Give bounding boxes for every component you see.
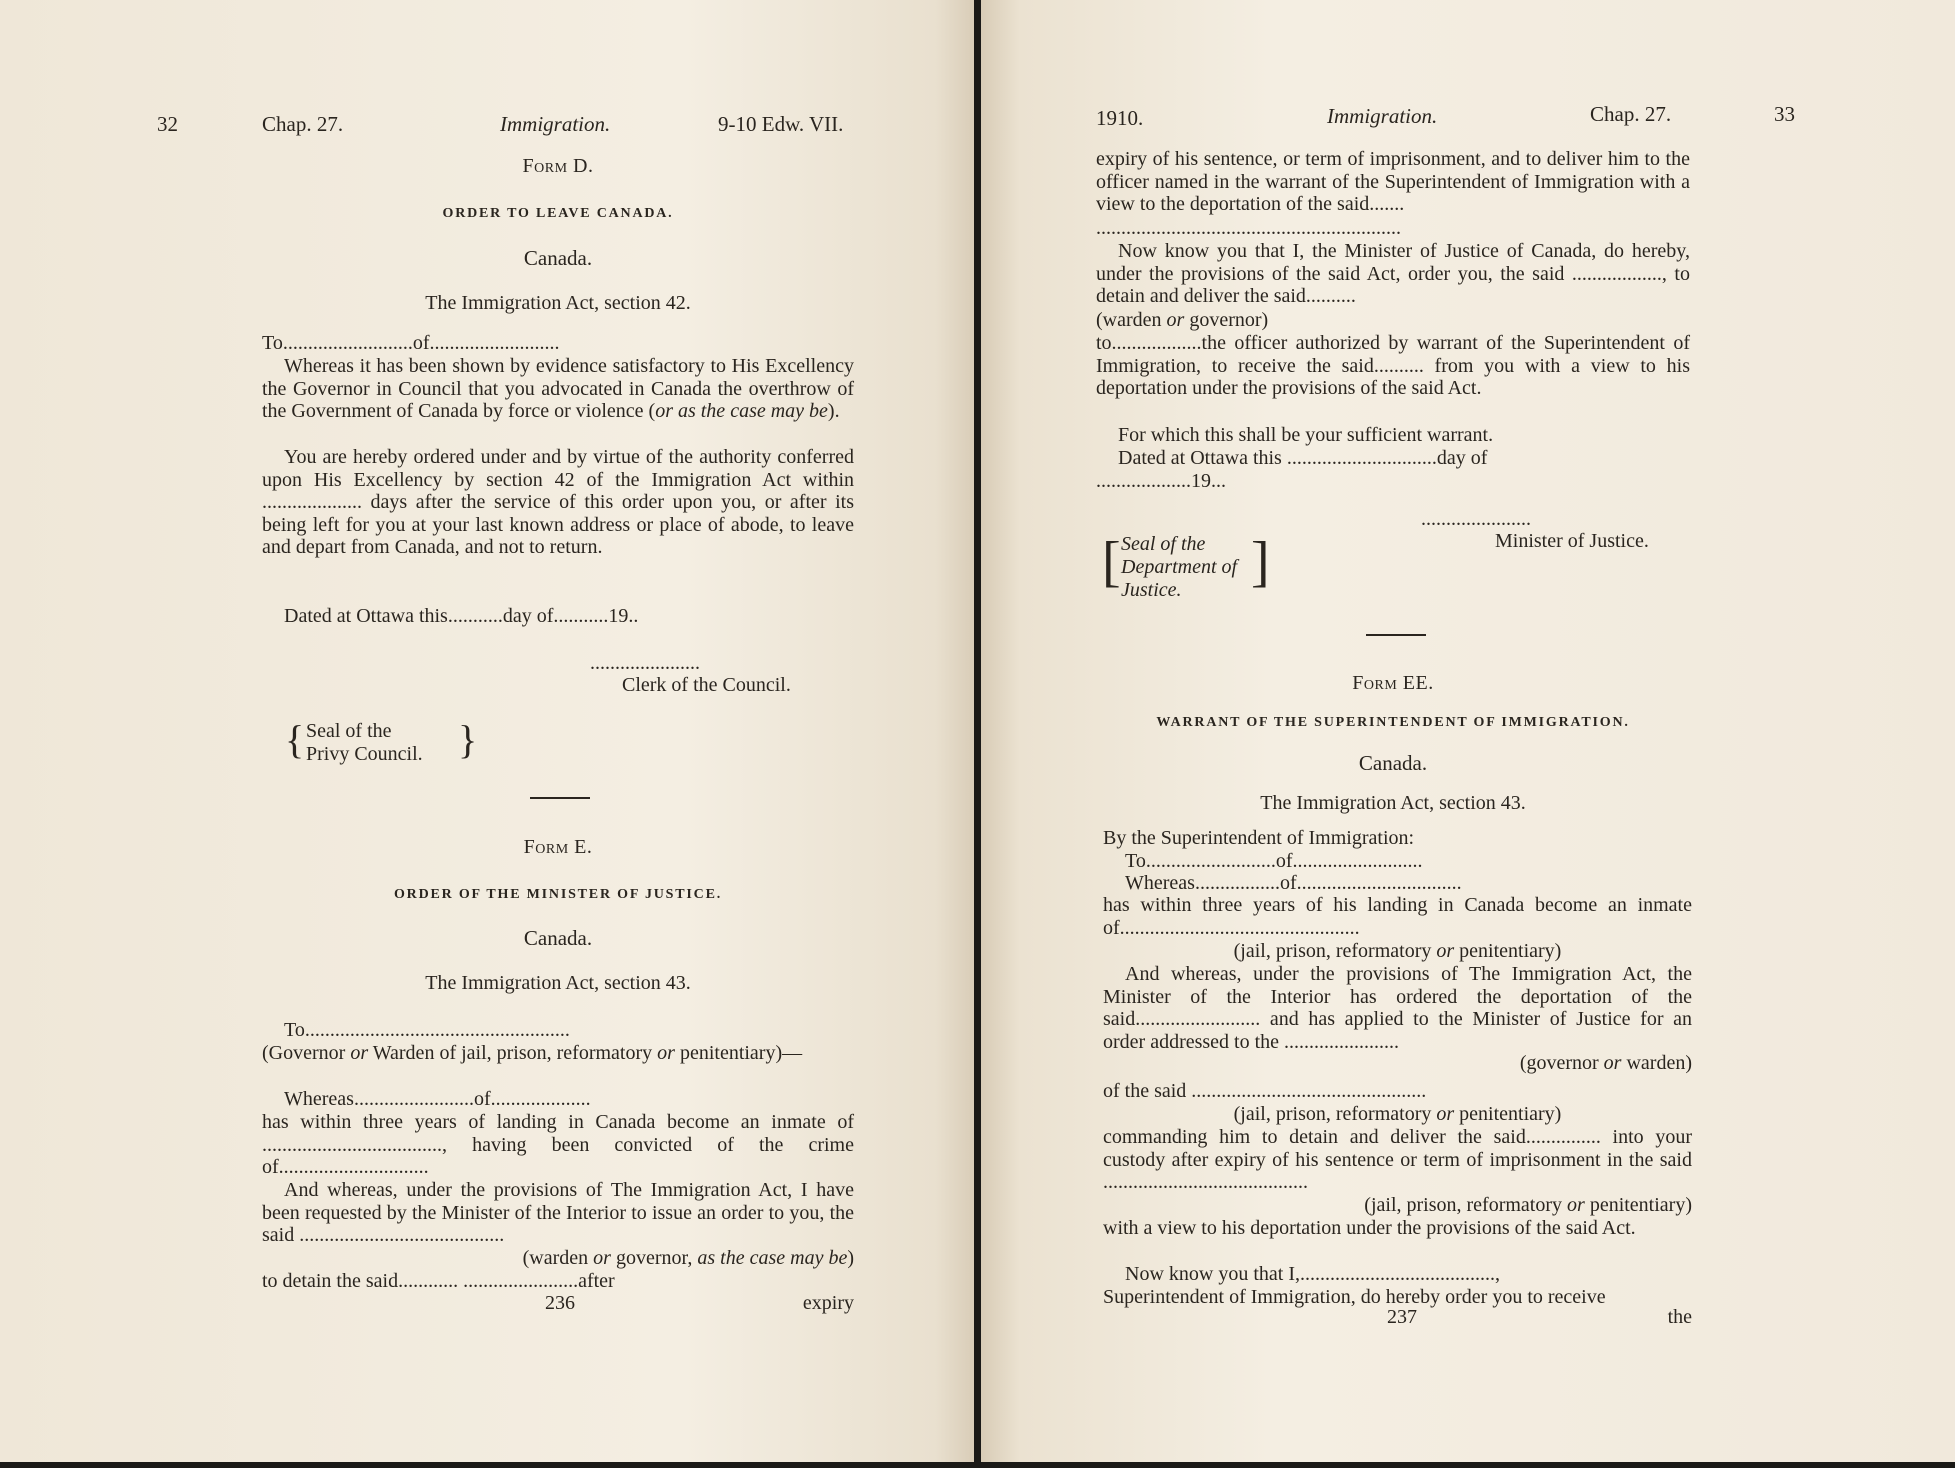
- form-ee-heading: Form EE.: [1352, 672, 1434, 694]
- form-ee-body-2: And whereas, under the provisions of The Immigration Act, the Minister of the Interior has ordered the deportation of the said......................... and has applied to the Minister of Justice for an order addressed to the .......................: [1103, 963, 1692, 1053]
- form-d-seal-line-2: Privy Council.: [306, 743, 423, 765]
- form-ee-title: WARRANT OF THE SUPERINTENDENT OF IMMIGRATION.: [1156, 715, 1630, 730]
- gov-or-1: or: [350, 1042, 369, 1064]
- justice-signature-dots: ......................: [1421, 508, 1531, 530]
- form-ee-act: The Immigration Act, section 43.: [1260, 792, 1526, 814]
- form-d-signatory: Clerk of the Council.: [622, 674, 791, 696]
- jail3-a: (jail, prison, reformatory: [1364, 1194, 1568, 1216]
- form-d-to-line: To..........................of..........................: [262, 332, 560, 354]
- form-e-body-2: And whereas, under the provisions of The Immigration Act, I have been requested by the Minister of the Interior to issue an order to you, the said .........................................: [262, 1179, 854, 1247]
- regnal-year: 9-10 Edw. VII.: [718, 112, 844, 136]
- jail3-b: penitentiary): [1584, 1194, 1692, 1216]
- form-d-seal-line-1: Seal of the: [306, 720, 392, 742]
- warden-or: or: [593, 1247, 611, 1269]
- form-ee-of-said: of the said ...............................................: [1103, 1080, 1427, 1102]
- justice-seal-line-2: Department of: [1121, 556, 1238, 578]
- continuation-paragraph-1: expiry of his sentence, or term of imprisonment, and to deliver him to the officer named in the warrant of the Superintendent of Immigration with a view to the deportation of the said.......: [1096, 148, 1690, 216]
- running-title: Immigration.: [500, 112, 611, 136]
- running-title: Immigration.: [1327, 104, 1438, 128]
- form-e-body-1: has within three years of landing in Canada become an inmate of ...................................., having been convicted of the crime of..............................: [262, 1111, 854, 1179]
- form-e-to-line: To.....................................................: [284, 1019, 570, 1041]
- right-folio: 237: [1387, 1306, 1417, 1328]
- right-brace-icon: }: [458, 717, 478, 762]
- form-ee-body-5: Now know you that I,.......................................,: [1125, 1263, 1500, 1285]
- form-e-warden-note: [262, 1247, 854, 1270]
- form-d-title: ORDER TO LEAVE CANADA.: [442, 206, 674, 221]
- continuation-paragraph-3: to..................the officer authorized by warrant of the Superintendent of Immigration, to receive the said.......... from you with a view to his deportation under the provisions of the said Act.: [1096, 332, 1690, 400]
- jail1-or: or: [1436, 940, 1455, 962]
- jail1-a: (jail, prison, reformatory: [1233, 940, 1437, 962]
- gov-text-a: (Governor: [262, 1042, 351, 1064]
- gov-or-2: or: [657, 1042, 675, 1064]
- form-d-heading: Form D.: [522, 155, 594, 177]
- form-ee-jail-note-3: [1103, 1194, 1692, 1217]
- left-page: [0, 0, 974, 1462]
- form-e-heading: Form E.: [523, 836, 593, 858]
- right-catchword: the: [1667, 1306, 1692, 1328]
- continuation-dots: .............................................................: [1096, 217, 1401, 239]
- form-ee-whereas-line: Whereas.................of.................................: [1125, 872, 1462, 894]
- form-d-act: The Immigration Act, section 42.: [425, 292, 691, 314]
- warden-italic: as the case may be: [697, 1247, 848, 1269]
- jail1-b: penitentiary): [1454, 940, 1562, 962]
- form-e-country: Canada.: [523, 926, 593, 950]
- left-brace-icon: {: [285, 717, 305, 762]
- para1-text: Whereas it has been shown by evidence satisfactory to His Excellency the Governor in Council that you advocated in Canada the overthrow of the Government of Canada by force or violence (: [262, 355, 854, 423]
- form-ee-jail-note-1: [1103, 940, 1692, 963]
- form-e-act: The Immigration Act, section 43.: [425, 972, 691, 994]
- form-d-paragraph-1: [262, 355, 854, 423]
- page-number: 32: [157, 112, 178, 136]
- gov-text-b: Warden of jail, prison, reformatory: [368, 1042, 658, 1064]
- justice-seal-line-3: Justice.: [1121, 579, 1182, 601]
- warden-a: (warden: [522, 1247, 594, 1269]
- left-folio: 236: [545, 1292, 575, 1314]
- form-ee-body-3: commanding him to detain and deliver the said............... into your custody after expiry of his sentence or term of imprisonment in the said .........................................: [1103, 1126, 1692, 1194]
- jail2-b: penitentiary): [1454, 1103, 1562, 1125]
- right-brace-icon: ]: [1251, 531, 1270, 593]
- para1-italic: or as the case may be: [655, 400, 828, 423]
- gov-or: or: [1603, 1052, 1622, 1074]
- warden-b: governor,: [610, 1247, 698, 1269]
- gov-b: warden): [1621, 1052, 1692, 1074]
- form-d-country: Canada.: [523, 246, 593, 270]
- left-brace-icon: [: [1102, 531, 1121, 593]
- right-page: [981, 0, 1955, 1462]
- chapter-label: Chap. 27.: [1590, 102, 1672, 126]
- section-divider: [530, 797, 590, 799]
- form-e-whereas-line: Whereas........................of....................: [284, 1088, 591, 1110]
- continuation-warden-note: [1096, 309, 1268, 332]
- form-e-title: ORDER OF THE MINISTER OF JUSTICE.: [393, 887, 723, 902]
- warden-or: or: [1166, 309, 1185, 331]
- form-e-detain-line: to detain the said............ .......................after: [262, 1270, 615, 1292]
- continuation-paragraph-4: For which this shall be your sufficient warrant.: [1118, 424, 1494, 446]
- form-ee-jail-note-2: [1103, 1103, 1692, 1126]
- form-ee-to-line: To..........................of..........................: [1125, 850, 1423, 872]
- warden-c: ): [847, 1247, 854, 1269]
- dated-line-1: Dated at Ottawa this ..............................day of: [1118, 447, 1488, 469]
- continuation-paragraph-2: Now know you that I, the Minister of Justice of Canada, do hereby, under the provisions of the said Act, order you, the said .................., to detain and deliver the said..........: [1096, 240, 1690, 308]
- form-ee-country: Canada.: [1358, 751, 1428, 775]
- form-e-addressee: [262, 1042, 854, 1065]
- form-ee-body-1: has within three years of his landing in Canada become an inmate of................................................: [1103, 894, 1692, 939]
- warden-b: governor): [1184, 309, 1269, 331]
- dated-line-2: ...................19...: [1096, 470, 1226, 492]
- jail2-a: (jail, prison, reformatory: [1233, 1103, 1437, 1125]
- form-ee-body-6: Superintendent of Immigration, do hereby order you to receive: [1103, 1286, 1606, 1308]
- gov-text-c: penitentiary)—: [674, 1042, 803, 1064]
- form-ee-by-line: By the Superintendent of Immigration:: [1103, 827, 1415, 849]
- gov-a: (governor: [1519, 1052, 1604, 1074]
- para1-end: ).: [827, 400, 840, 423]
- page-number: 33: [1774, 102, 1795, 126]
- form-ee-body-4: with a view to his deportation under the provisions of the said Act.: [1103, 1217, 1636, 1239]
- jail2-or: or: [1436, 1103, 1455, 1125]
- justice-seal-line-1: Seal of the: [1121, 533, 1206, 555]
- section-divider: [1366, 634, 1426, 636]
- form-d-paragraph-2: You are hereby ordered under and by virtue of the authority conferred upon His Excellency by section 42 of the Immigration Act within .................... days after the service of this order upon you, or after its being left for you at your last known address or place of abode, to leave and depart from Canada, and not to return.: [262, 446, 854, 559]
- warden-a: (warden: [1096, 309, 1167, 331]
- chapter-label: Chap. 27.: [262, 112, 344, 136]
- justice-signatory: Minister of Justice.: [1495, 530, 1649, 552]
- left-catchword: expiry: [802, 1292, 854, 1314]
- page-year: 1910.: [1096, 106, 1144, 130]
- form-d-signature-dots: ......................: [590, 652, 700, 674]
- jail3-or: or: [1567, 1194, 1585, 1216]
- form-ee-governor-note: [1103, 1052, 1692, 1075]
- form-d-dated-line: Dated at Ottawa this...........day of...........19..: [284, 605, 639, 627]
